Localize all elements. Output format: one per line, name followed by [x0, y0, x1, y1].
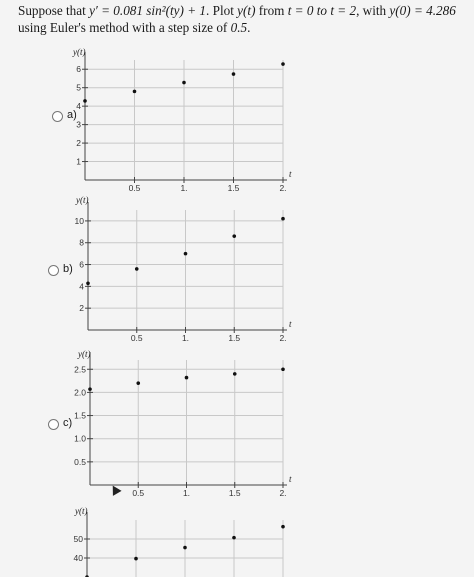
x-tick-label: 1.: [180, 183, 188, 193]
question-mid3: , with: [356, 3, 390, 18]
data-point: [232, 536, 236, 540]
data-point: [183, 546, 187, 550]
x-tick-label: 2.: [279, 488, 287, 498]
question-prefix: Suppose that: [18, 3, 90, 18]
y-tick-label: 4: [76, 101, 81, 112]
y-tick-label: 1.5: [74, 410, 86, 421]
y-tick-label: 5: [76, 82, 81, 93]
question-mid2: from: [255, 3, 288, 18]
x-axis-label: t: [289, 169, 292, 179]
y-tick-label: 2.5: [74, 364, 86, 375]
question-mid1: . Plot: [206, 3, 238, 18]
option-a-label[interactable]: a): [67, 109, 77, 121]
step-size: 0.5: [230, 20, 248, 35]
y-tick-label: 2.0: [74, 387, 86, 398]
x-tick-label: 0.5: [128, 183, 141, 193]
y-tick-label: 2: [76, 138, 81, 149]
x-tick-label: 1.5: [228, 488, 241, 498]
option-b-label[interactable]: b): [63, 263, 73, 275]
data-point: [281, 525, 285, 529]
y-axis-label: y(t): [78, 349, 91, 359]
x-tick-label: 0.5: [132, 488, 145, 498]
x-axis-label: t: [289, 319, 292, 329]
y-tick-label: 1.0: [74, 433, 86, 444]
x-tick-label: 1.5: [227, 183, 240, 193]
x-tick-label: 2.: [279, 183, 287, 193]
y-tick-label: 2: [79, 303, 84, 314]
x-tick-label: 0.5: [130, 333, 143, 343]
y-tick-label: 50: [73, 534, 83, 544]
y-tick-label: 8: [79, 237, 84, 248]
y-tick-label: 3: [76, 119, 81, 130]
y-tick-label: 10: [74, 215, 84, 226]
data-point: [134, 557, 138, 561]
y-tick-label: 40: [73, 553, 83, 563]
option-c-label[interactable]: c): [63, 417, 73, 429]
y-tick-label: 0.5: [74, 456, 86, 467]
y-tick-label: 1: [76, 156, 81, 167]
x-tick-label: 2.: [279, 333, 287, 343]
x-tick-label: 1.: [182, 488, 191, 498]
y-axis-label: y(t): [75, 506, 88, 516]
y-axis-label: y(t): [73, 47, 86, 57]
grid: [74, 520, 283, 577]
function-name: y(t): [237, 3, 256, 18]
y-axis-label: y(t): [76, 195, 89, 205]
y-tick-label: 6: [79, 259, 84, 270]
y-tick-label: 4: [79, 281, 84, 292]
x-axis-label: t: [289, 474, 292, 484]
x-tick-label: 1.5: [228, 333, 241, 343]
x-tick-label: 1.: [181, 333, 190, 343]
y-tick-label: 6: [76, 64, 81, 75]
time-range: t = 0 to t = 2: [287, 3, 357, 18]
initial-condition: y(0) = 4.286: [389, 3, 456, 18]
question-end: .: [247, 20, 251, 35]
question-line2: using Euler's method with a step size of: [18, 20, 231, 35]
equation: y′ = 0.081 sin²(ty) + 1: [89, 3, 207, 18]
